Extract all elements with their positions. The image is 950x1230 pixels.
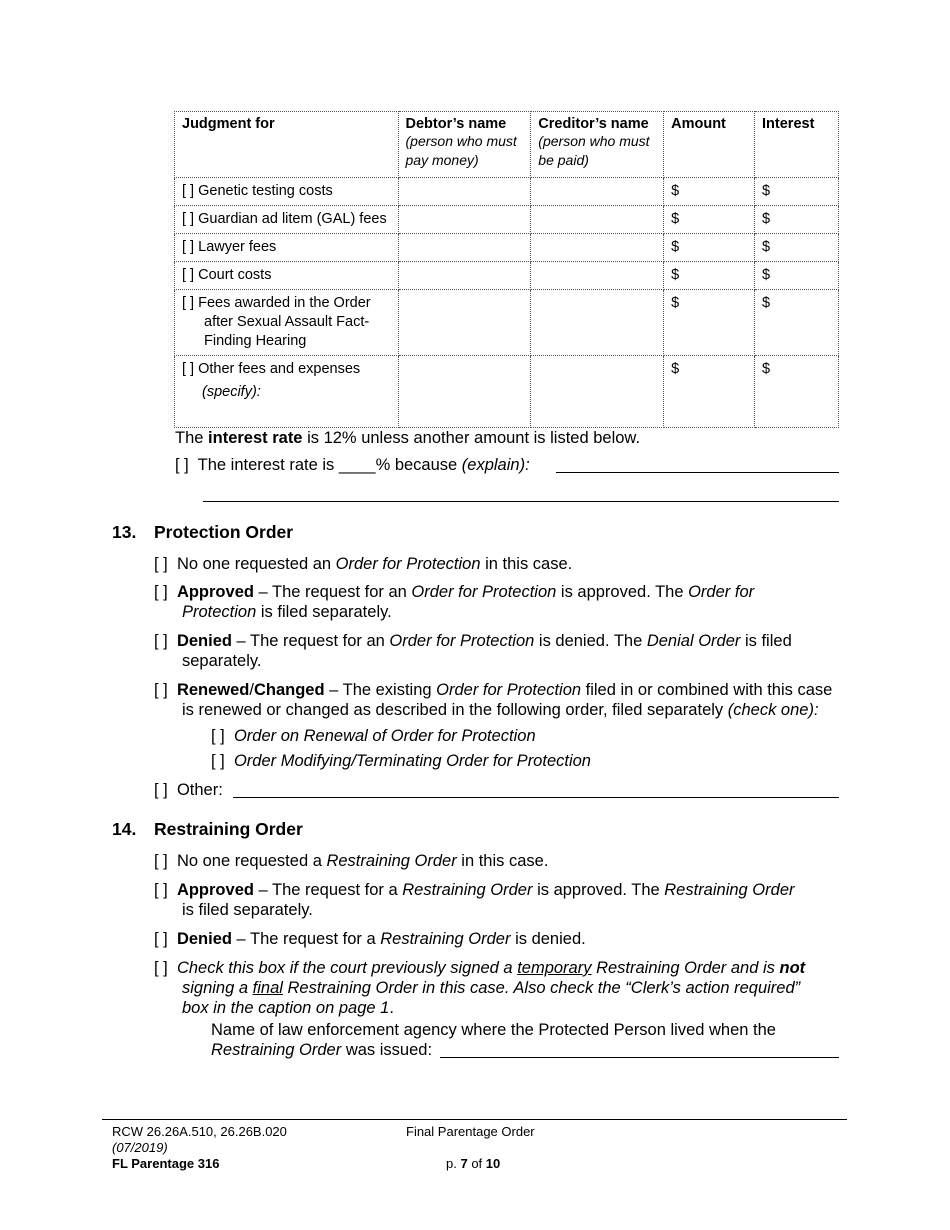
creditor-cell[interactable] bbox=[531, 262, 664, 290]
header-amount: Amount bbox=[664, 112, 755, 178]
debtor-cell[interactable] bbox=[398, 178, 531, 206]
footer-page: p. 7 of 10 bbox=[446, 1156, 501, 1171]
checkbox[interactable]: [ ] bbox=[154, 781, 168, 799]
table-header-row bbox=[175, 112, 839, 178]
checkbox[interactable]: [ ] bbox=[154, 681, 168, 699]
row-label[interactable]: [ ] Genetic testing costs bbox=[175, 178, 399, 206]
interest-cell[interactable]: $ bbox=[755, 262, 839, 290]
interest-cell[interactable]: $ bbox=[755, 356, 839, 428]
checkbox[interactable]: [ ] bbox=[182, 295, 195, 311]
footer-rcw: RCW 26.26A.510, 26.26B.020 bbox=[112, 1124, 287, 1139]
checkbox[interactable]: [ ] bbox=[154, 930, 168, 948]
row-label[interactable]: [ ] Fees awarded in the Order after Sexual Assault Fact- Finding Hearing bbox=[175, 290, 399, 356]
row-label[interactable]: [ ] Court costs bbox=[175, 262, 399, 290]
s14-temporary-box[interactable]: [ ] Check this box if the court previously signed a temporary Restraining Order and is not bbox=[154, 959, 806, 977]
interest-rate-note: The interest rate is 12% unless another amount is listed below. bbox=[175, 429, 641, 447]
amount-cell[interactable]: $ bbox=[664, 290, 755, 356]
s13-approved[interactable]: [ ] Approved – The request for an Order for Protection is approved. The Order for bbox=[154, 583, 755, 601]
s14-approved-cont: is filed separately. bbox=[182, 901, 313, 919]
amount-cell[interactable]: $ bbox=[664, 206, 755, 234]
interest-cell[interactable]: $ bbox=[755, 206, 839, 234]
s14-temporary-cont: signing a final Restraining Order in this case. Also check the “Clerk’s action required” bbox=[182, 979, 801, 997]
interest-rate-option[interactable]: [ ] The interest rate is ____% because (explain): bbox=[175, 456, 530, 474]
s14-no-request[interactable]: [ ] No one requested a Restraining Order in this case. bbox=[154, 852, 549, 870]
checkbox[interactable]: [ ] bbox=[211, 727, 225, 745]
table-row bbox=[175, 290, 839, 356]
footer-date: (07/2019) bbox=[112, 1140, 168, 1155]
table-row bbox=[175, 206, 839, 234]
s13-other[interactable]: [ ] Other: bbox=[154, 781, 223, 799]
checkbox[interactable]: [ ] bbox=[154, 852, 168, 870]
checkbox[interactable]: [ ] bbox=[154, 583, 168, 601]
s13-renewed-cont: is renewed or changed as described in the following order, filed separately (check one): bbox=[182, 701, 819, 719]
table-row bbox=[175, 356, 839, 428]
checkbox[interactable]: [ ] bbox=[182, 183, 195, 199]
amount-cell[interactable]: $ bbox=[664, 262, 755, 290]
debtor-cell[interactable] bbox=[398, 206, 531, 234]
footer-form: FL Parentage 316 bbox=[112, 1156, 220, 1171]
section-13-title: Protection Order bbox=[154, 522, 294, 542]
creditor-cell[interactable] bbox=[531, 290, 664, 356]
footer-title: Final Parentage Order bbox=[406, 1124, 535, 1139]
interest-cell[interactable]: $ bbox=[755, 178, 839, 206]
checkbox[interactable]: [ ] bbox=[182, 361, 195, 377]
agency-line[interactable] bbox=[440, 1057, 839, 1058]
creditor-cell[interactable] bbox=[531, 178, 664, 206]
s13-sub-modifying[interactable]: [ ] Order Modifying/Terminating Order for Protection bbox=[211, 752, 591, 770]
checkbox[interactable]: [ ] bbox=[175, 456, 189, 474]
s13-denied[interactable]: [ ] Denied – The request for an Order for Protection is denied. The Denial Order is filed bbox=[154, 632, 792, 650]
checkbox[interactable]: [ ] bbox=[211, 752, 225, 770]
other-line[interactable] bbox=[233, 797, 839, 798]
header-interest: Interest bbox=[755, 112, 839, 178]
table-row bbox=[175, 178, 839, 206]
header-judgment-for: Judgment for bbox=[175, 112, 399, 178]
header-debtor: Debtor’s name (person who must pay money) bbox=[398, 112, 531, 178]
amount-cell[interactable]: $ bbox=[664, 178, 755, 206]
amount-cell[interactable]: $ bbox=[664, 234, 755, 262]
s13-sub-renewal[interactable]: [ ] Order on Renewal of Order for Protection bbox=[211, 727, 536, 745]
agency-label: Name of law enforcement agency where the Protected Person lived when the bbox=[211, 1021, 776, 1039]
debtor-cell[interactable] bbox=[398, 356, 531, 428]
interest-cell[interactable]: $ bbox=[755, 234, 839, 262]
s14-denied[interactable]: [ ] Denied – The request for a Restraining Order is denied. bbox=[154, 930, 586, 948]
checkbox[interactable]: [ ] bbox=[182, 211, 195, 227]
table-row bbox=[175, 262, 839, 290]
row-label[interactable]: [ ] Lawyer fees bbox=[175, 234, 399, 262]
checkbox[interactable]: [ ] bbox=[154, 632, 168, 650]
footer-divider bbox=[102, 1119, 847, 1120]
amount-cell[interactable]: $ bbox=[664, 356, 755, 428]
checkbox[interactable]: [ ] bbox=[154, 959, 168, 977]
checkbox[interactable]: [ ] bbox=[154, 881, 168, 899]
judgment-table bbox=[174, 111, 839, 428]
checkbox[interactable]: [ ] bbox=[182, 239, 195, 255]
s14-approved[interactable]: [ ] Approved – The request for a Restraining Order is approved. The Restraining Order bbox=[154, 881, 795, 899]
s14-temporary-cont2: box in the caption on page 1. bbox=[182, 999, 394, 1017]
debtor-cell[interactable] bbox=[398, 262, 531, 290]
header-creditor: Creditor’s name (person who must be paid) bbox=[531, 112, 664, 178]
section-14-title: Restraining Order bbox=[154, 819, 303, 839]
agency-label-cont: Restraining Order was issued: bbox=[211, 1041, 433, 1059]
debtor-cell[interactable] bbox=[398, 290, 531, 356]
row-label[interactable]: [ ] Guardian ad litem (GAL) fees bbox=[175, 206, 399, 234]
explain-line-1[interactable] bbox=[556, 472, 839, 473]
s13-approved-cont: Protection is filed separately. bbox=[182, 603, 392, 621]
explain-line-2[interactable] bbox=[203, 501, 839, 502]
table-row bbox=[175, 234, 839, 262]
creditor-cell[interactable] bbox=[531, 356, 664, 428]
section-14-number: 14. bbox=[112, 819, 137, 839]
checkbox[interactable]: [ ] bbox=[182, 267, 195, 283]
s13-no-request[interactable]: [ ] No one requested an Order for Protection in this case. bbox=[154, 555, 573, 573]
s13-renewed[interactable]: [ ] Renewed/Changed – The existing Order for Protection filed in or combined with this case bbox=[154, 681, 833, 699]
interest-cell[interactable]: $ bbox=[755, 290, 839, 356]
creditor-cell[interactable] bbox=[531, 206, 664, 234]
section-13-number: 13. bbox=[112, 522, 137, 542]
creditor-cell[interactable] bbox=[531, 234, 664, 262]
s13-denied-cont: separately. bbox=[182, 652, 262, 670]
debtor-cell[interactable] bbox=[398, 234, 531, 262]
checkbox[interactable]: [ ] bbox=[154, 555, 168, 573]
row-label[interactable]: [ ] Other fees and expenses (specify): bbox=[175, 356, 399, 428]
